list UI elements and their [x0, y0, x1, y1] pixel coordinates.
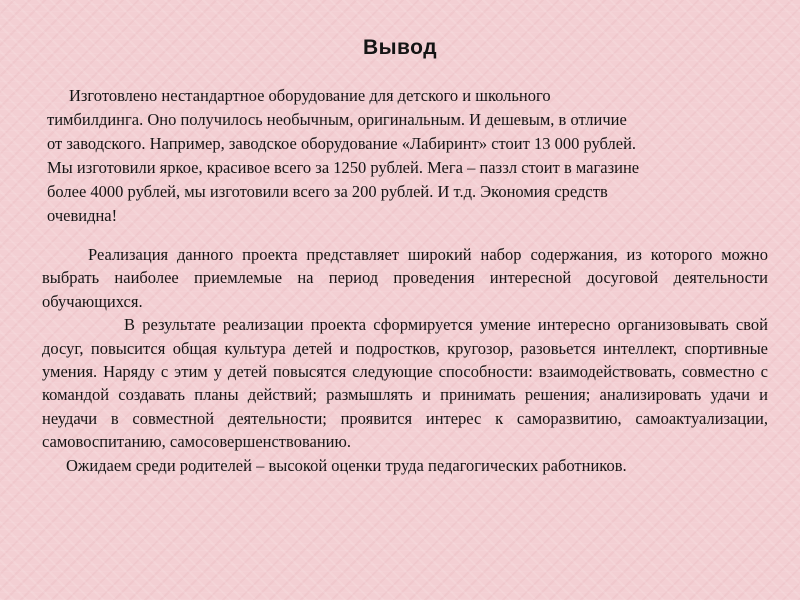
- summary-line: очевидна!: [47, 206, 118, 225]
- summary-line: Мы изготовили яркое, красивое всего за 1250 рублей. Мега – паззл стоит в магазине: [47, 158, 640, 177]
- summary-line: Изготовлено нестандартное оборудование для детского и школьного: [69, 86, 551, 105]
- parents-expectation-paragraph: Ожидаем среди родителей – высокой оценки труда педагогических работников.: [66, 455, 627, 475]
- slide-title: Вывод: [362, 36, 438, 59]
- project-implementation-paragraph: Реализация данного проекта представляет широкий набор содержания, из которого можно выбрать наиболее приемлемые на период проведения интересной досуговой деятельности обучающихся.: [42, 245, 768, 311]
- summary-paragraph: [47, 84, 767, 228]
- project-result-paragraph: В результате реализации проекта сформируется умение интересно организовывать свой досуг, повысится общая культура детей и подростков, кругозор, разовьется интеллект, спортивные умения. Наряду с этим у детей повысятся следующие способности: взаимодействовать, совместно с командой создавать планы действий; размышлять и принимать решения; анализировать удачи и неудачи в совместной деятельности; проявится интерес к саморазвитию, самоактуализации, самовоспитанию, самосовершенствованию.: [42, 315, 768, 452]
- summary-line: от заводского. Например, заводское оборудование «Лабиринт» стоит 13 000 рублей.: [47, 134, 637, 153]
- conclusion-text: [42, 243, 768, 477]
- summary-line: тимбилдинга. Оно получилось необычным, оригинальным. И дешевым, в отличие: [47, 110, 627, 129]
- summary-line: более 4000 рублей, мы изготовили всего за 200 рублей. И т.д. Экономия средств: [47, 182, 608, 201]
